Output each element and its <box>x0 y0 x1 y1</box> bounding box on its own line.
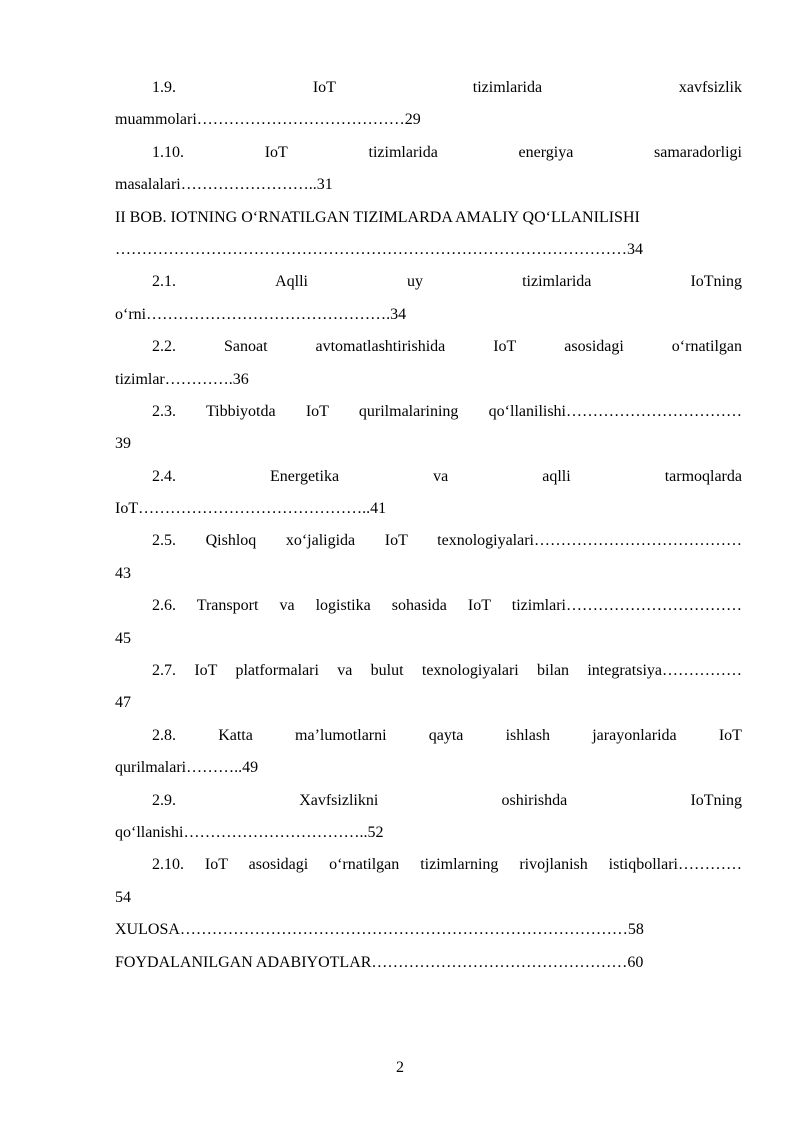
toc-entry-2-10-line1: 2.10. IoT asosidagi o‘rnatilgan tizimlarning rivojlanish istiqbollari………… <box>152 856 742 874</box>
toc-entry-2-1-line1 <box>115 270 742 302</box>
toc-word: avtomatlashtirishida <box>315 338 446 356</box>
toc-entry-1-10-line1 <box>115 141 742 173</box>
toc-word: IoT <box>718 726 742 744</box>
toc-word: 2.1. <box>152 273 176 291</box>
toc-entry-2-4-line2: IoT……………………………………..41 <box>115 500 387 518</box>
toc-entry-2-2-line1 <box>115 335 742 367</box>
toc-word: asosidagi <box>564 338 624 356</box>
toc-word: 1.9. <box>152 79 176 96</box>
toc-word: 2.9. <box>152 791 176 809</box>
toc-word: uy <box>407 273 424 291</box>
toc-entry-2-7-page: 47 <box>115 694 131 712</box>
toc-word: energiya <box>518 143 574 161</box>
toc-word: IoT <box>312 79 336 96</box>
toc-entry-2-1-line2: o‘rni……………………………………….34 <box>115 305 407 323</box>
table-of-contents <box>115 76 742 983</box>
toc-word: IoTning <box>690 791 742 809</box>
toc-entry-2-4-line1 <box>115 465 742 497</box>
toc-word: ishlash <box>505 726 551 744</box>
toc-entry-2-3-line1: 2.3. Tibbiyotda IoT qurilmalarining qo‘llanilishi…………………………… <box>152 402 742 420</box>
toc-word: Sanoat <box>223 338 268 356</box>
toc-word: ma’lumotlarni <box>295 726 387 744</box>
toc-word: o‘rnatilgan <box>671 338 742 356</box>
toc-entry-2-5-page: 43 <box>115 564 131 582</box>
toc-word: IoTning <box>690 273 742 291</box>
toc-entry-2-9-line2: qo‘llanishi……………………………..52 <box>115 823 384 841</box>
toc-word: qayta <box>428 726 464 744</box>
toc-word: 2.2. <box>152 338 176 356</box>
toc-word: va <box>433 467 449 485</box>
toc-entry-2-8-line1 <box>115 724 742 756</box>
toc-entry-2-5-line1: 2.5. Qishloq xo‘jaligida IoT texnologiyalari………………………………… <box>152 532 742 550</box>
toc-chapter-2-title: II BOB. IOTNING O‘RNATILGAN TIZIMLARDA AMALIY QO‘LLANILISHI <box>115 208 640 226</box>
toc-entry-2-10-page: 54 <box>115 888 131 906</box>
toc-word: 2.4. <box>152 467 176 485</box>
toc-entry-1-10-line2: masalalari……………………..31 <box>115 176 333 194</box>
toc-entry-1-9-line1 <box>115 76 742 108</box>
page-number: 2 <box>396 1059 404 1076</box>
toc-word: Katta <box>218 726 253 744</box>
toc-word: tizimlarida <box>472 79 543 96</box>
toc-word: tarmoqlarda <box>664 467 742 485</box>
toc-word: IoT <box>493 338 517 356</box>
toc-word: Aqlli <box>275 273 308 291</box>
toc-entry-2-9-line1 <box>115 789 742 821</box>
toc-word: samaradorligi <box>654 143 742 161</box>
toc-references: FOYDALANILGAN ADABIYOTLAR…………………………………………60 <box>115 953 644 971</box>
toc-entry-2-6-page: 45 <box>115 629 131 647</box>
toc-entry-2-8-line2: qurilmalari………..49 <box>115 759 259 777</box>
toc-word: aqlli <box>542 467 571 485</box>
toc-entry-2-7-line1: 2.7. IoT platformalari va bulut texnologiyalari bilan integratsiya…………… <box>152 662 742 680</box>
toc-word: IoT <box>264 143 288 161</box>
toc-word: Energetika <box>270 467 340 485</box>
toc-entry-2-2-line2: tizimlar………….36 <box>115 370 249 388</box>
toc-chapter-2-leader: ……………………………………………………………………………………34 <box>115 240 643 258</box>
toc-word: tizimlarida <box>522 273 592 291</box>
toc-word: Xavfsizlikni <box>299 791 379 809</box>
toc-word: 2.8. <box>152 726 176 744</box>
toc-conclusion: XULOSA…………………………………………………………………………58 <box>115 921 644 939</box>
toc-entry-2-6-line1: 2.6. Transport va logistika sohasida IoT tizimlari…………………………… <box>152 597 742 615</box>
toc-word: jarayonlarida <box>592 726 677 744</box>
toc-word: tizimlarida <box>368 143 438 161</box>
toc-word: xavfsizlik <box>678 79 742 96</box>
toc-word: 1.10. <box>152 143 184 161</box>
toc-entry-2-3-page: 39 <box>115 435 131 453</box>
toc-word: oshirishda <box>501 791 568 809</box>
toc-entry-1-9-line2: muammolari…………………………………29 <box>115 111 421 129</box>
